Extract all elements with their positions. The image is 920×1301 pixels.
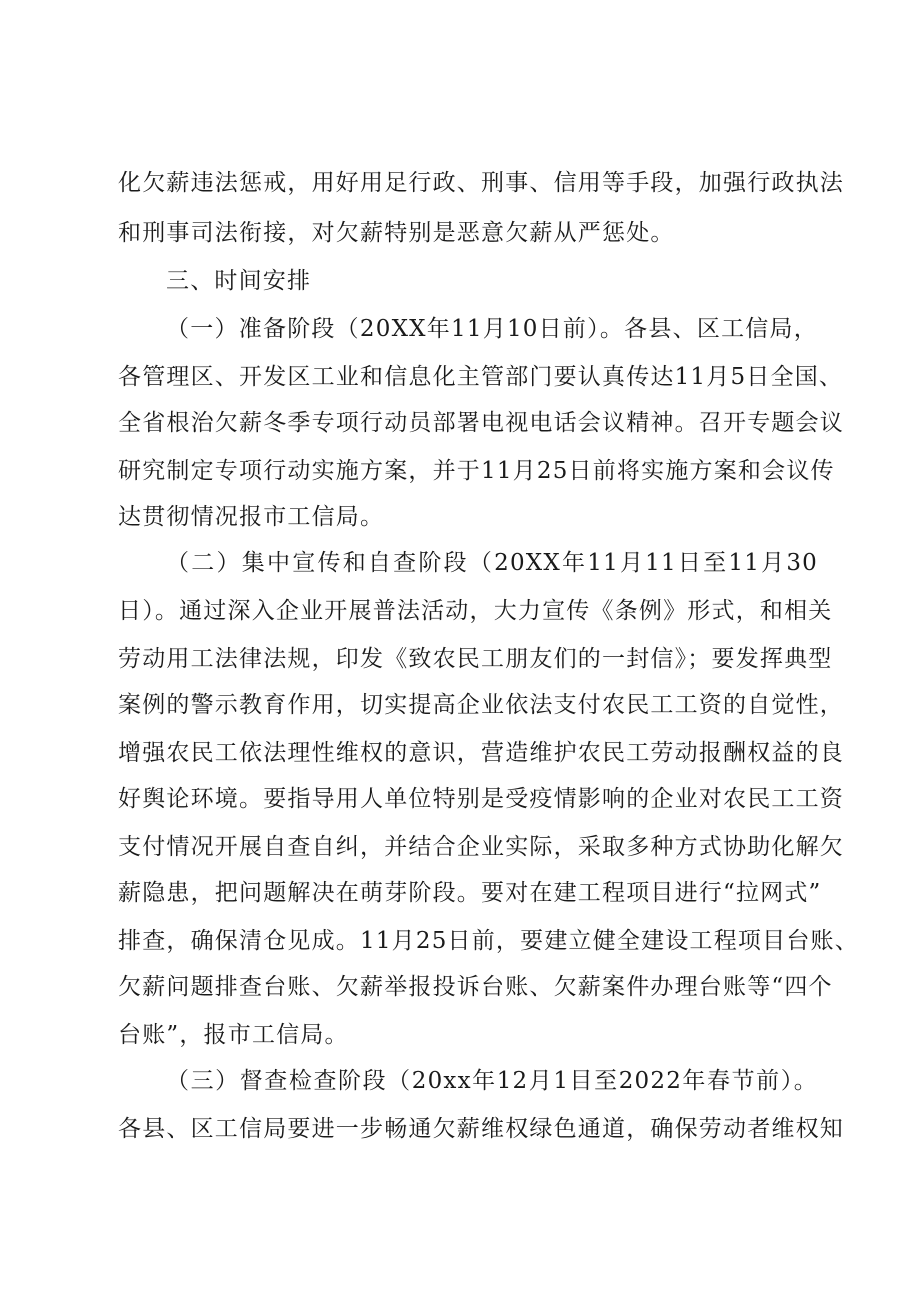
body-text-line: （二）集中宣传和自查阶段（20XX年11月11日至11月30 [166,550,818,576]
body-text-line: 全省根治欠薪冬季专项行动员部署电视电话会议精神。召开专题会议 [118,410,844,436]
body-text-line: 日）。通过深入企业开展普法活动，大力宣传《条例》形式，和相关 [118,598,833,624]
body-text-line: 各管理区、开发区工业和信息化主管部门要认真传达11月5日全国、 [118,364,844,390]
body-text-line: 薪隐患，把问题解决在萌芽阶段。要对在建工程项目进行“拉网式” [118,880,822,906]
body-text-line: （三）督查检查阶段（20xx年12月1目至2022年春节前）。 [166,1068,818,1094]
body-text-line: 劳动用工法律法规，印发《致农民工朋友们的一封信》；要发挥典型 [118,646,833,672]
body-text-line: 研究制定专项行动实施方案，并于11月25日前将实施方案和会议传 [118,458,835,484]
body-text-line: 达贯彻情况报市工信局。 [118,504,385,530]
body-text-line: 台账”，报市工信局。 [118,1022,349,1048]
body-text-line: 和刑事司法衔接，对欠薪特别是恶意欠薪从严惩处。 [118,220,675,246]
body-text-line: 案例的警示教育作用，切实提高企业依法支付农民工工资的自觉性， [118,692,844,718]
body-text-line: 各县、区工信局要进一步畅通欠薪维权绿色通道，确保劳动者维权知 [118,1116,844,1142]
body-text-line: 支付情况开展自查自纠，并结合企业实际，采取多种方式协助化解欠 [118,834,844,860]
body-text-line: 化欠薪违法惩戒，用好用足行政、刑事、信用等手段，加强行政执法 [118,170,844,196]
body-text-line: 好舆论环境。要指导用人单位特别是受疫情影响的企业对农民工工资 [118,786,844,812]
body-text-line: （一）准备阶段（20XX年11月10日前）。各县、区工信局， [166,316,818,342]
section-heading: 三、时间安排 [166,268,312,294]
body-text-line: 增强农民工依法理性维权的意识，营造维护农民工劳动报酬权益的良 [118,740,844,766]
body-text-line: 欠薪问题排查台账、欠薪举报投诉台账、欠薪案件办理台账等“四个 [118,974,833,1000]
body-text-line: 排查，确保清仓见成。11月25日前，要建立健全建设工程项目台账、 [118,928,859,954]
